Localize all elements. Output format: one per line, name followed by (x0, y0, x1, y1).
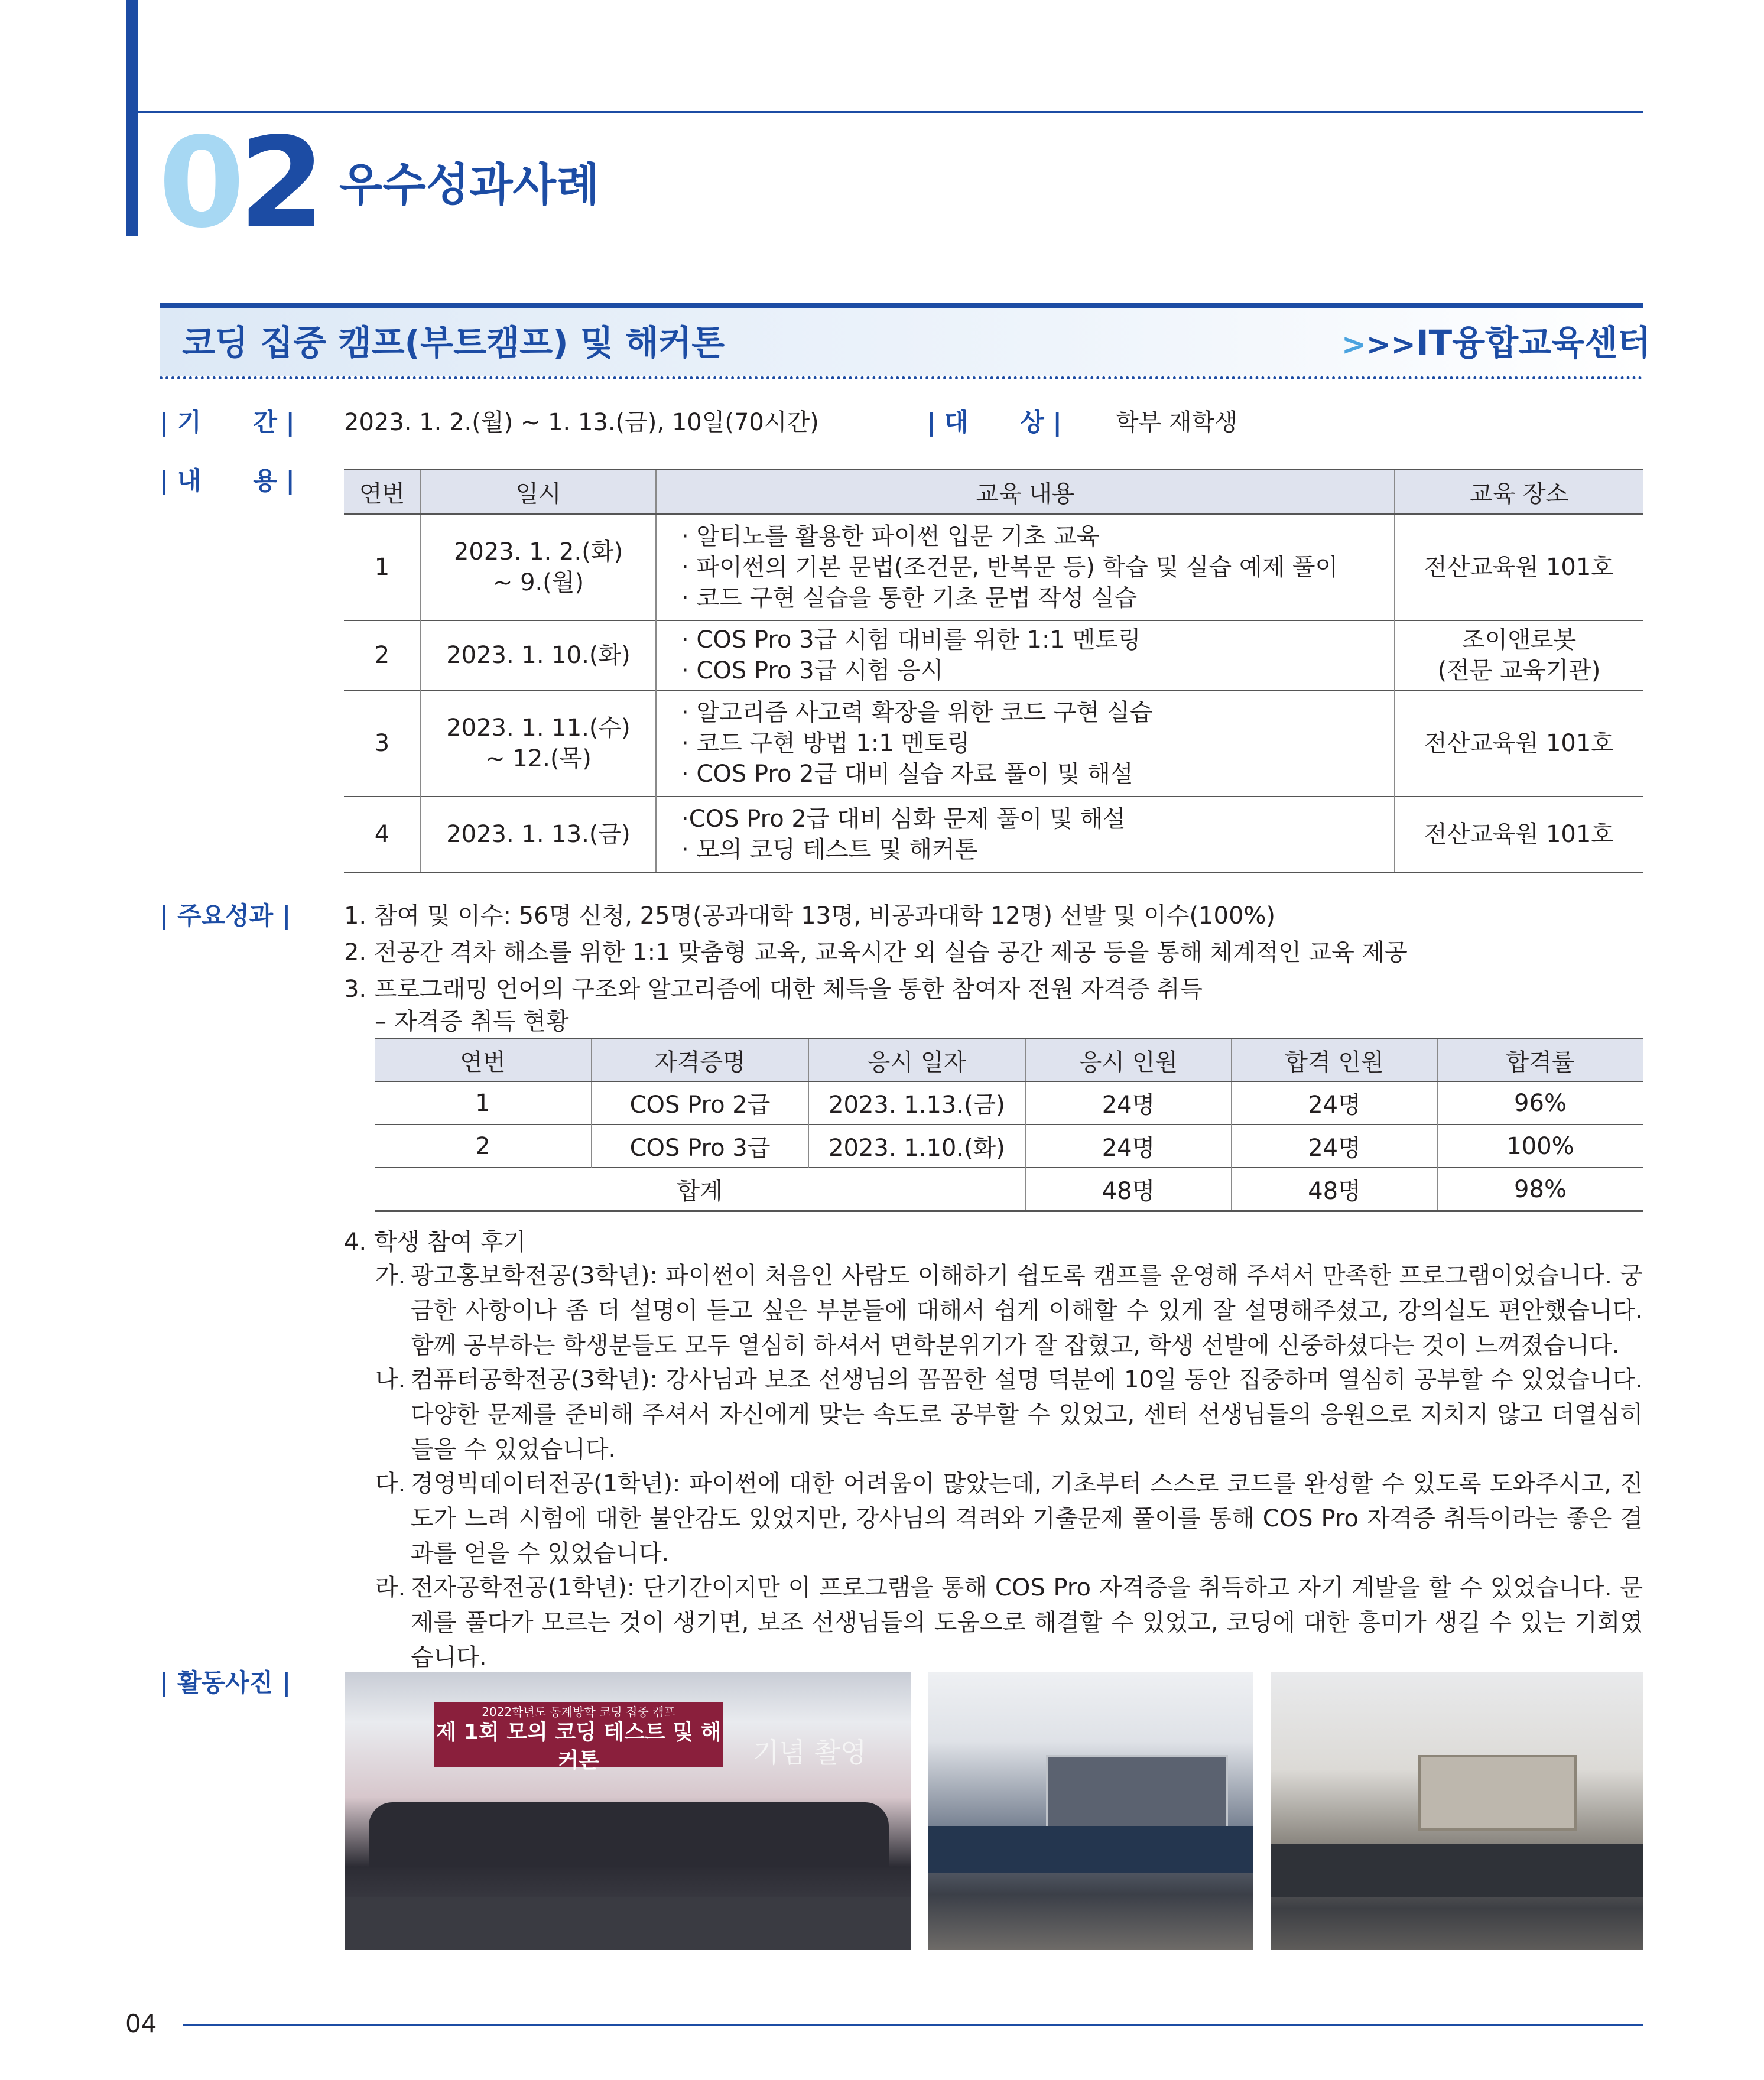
row-no: 3 (344, 690, 421, 797)
lab-photo (1271, 1672, 1643, 1950)
cert-cell: 2 (375, 1124, 592, 1168)
cert-cell: 100% (1437, 1124, 1643, 1168)
cert-cell: COS Pro 2급 (592, 1081, 808, 1124)
table-row (375, 1124, 1643, 1168)
row-date: 2023. 1. 2.(화) ~ 9.(월) (421, 514, 656, 620)
table-row (344, 690, 1643, 797)
table-row (375, 1081, 1643, 1124)
row-no: 4 (344, 797, 421, 872)
results-item-2: 2. 전공간 격차 해소를 위한 1:1 맞춤형 교육, 교육시간 외 실습 공간 제공 등을 통해 체계적인 교육 제공 (344, 939, 1408, 966)
cert-total-rate: 98% (1437, 1168, 1643, 1211)
program-band-dotted-rule (160, 376, 1643, 379)
table-row (344, 514, 1643, 620)
table-row (344, 797, 1643, 872)
row-date: 2023. 1. 11.(수) ~ 12.(목) (421, 690, 656, 797)
certification-table (375, 1038, 1643, 1212)
row-content: · 알티노를 활용한 파이썬 입문 기초 교육 · 파이썬의 기본 문법(조건문, 반복문 등) 학습 및 실습 예제 풀이 · 코드 구현 실습을 통한 기초 문법 작성 실습 (656, 514, 1395, 620)
footer-rule (183, 2024, 1643, 2026)
program-band-topline (160, 303, 1643, 308)
cert-cell: 24명 (1025, 1081, 1232, 1124)
program-organizer: IT융합교육센터 (1416, 323, 1651, 363)
row-content: · COS Pro 3급 시험 대비를 위한 1:1 멘토링 · COS Pro 3급 시험 응시 (656, 620, 1395, 690)
desk-row (1271, 1844, 1643, 1897)
cert-header-name: 자격증명 (592, 1039, 808, 1082)
cert-subtitle: – 자격증 취득 현황 (375, 1008, 569, 1035)
photos-label: | 활동사진 | (160, 1668, 291, 1697)
cert-cell: 24명 (1232, 1124, 1437, 1168)
schedule-table (344, 469, 1643, 873)
header-no: 연번 (344, 470, 421, 515)
review-item: 나. 컴퓨터공학전공(3학년): 강사님과 보조 선생님의 꼼꼼한 설명 덕분에 10일 동안 집중하며 열심히 공부할 수 있었습니다. 다양한 문제를 준비해 주셔서 자신에게 맞는 속도로 공부할 수 있었고, 센터 선생님들의 응원으로 지치지 않고 더열심히 들을 수 있었습니다. (375, 1366, 1643, 1463)
header-rule (138, 111, 1643, 113)
cert-header-row (375, 1039, 1643, 1082)
period-value: 2023. 1. 2.(월) ~ 1. 13.(금), 10일(70시간) (344, 409, 819, 436)
photo-caption: 기념 촬영 (753, 1737, 867, 1769)
back-wall-shelf (1418, 1755, 1577, 1831)
row-no: 1 (344, 514, 421, 620)
results-item-1: 1. 참여 및 이수: 56명 신청, 25명(공과대학 13명, 비공과대학 12명) 선발 및 이수(100%) (344, 902, 1276, 930)
cert-header-no: 연번 (375, 1039, 592, 1082)
results-item-3: 3. 프로그래밍 언어의 구조와 알고리즘에 대한 체득을 통한 참여자 전원 자격증 취득 (344, 976, 1203, 1003)
classroom-photo (928, 1672, 1253, 1950)
cert-header-rate: 합격률 (1437, 1039, 1643, 1082)
row-place: 전산교육원 101호 (1395, 690, 1643, 797)
target-label: | 대 상 | (927, 408, 1062, 437)
cert-cell: 2023. 1.13.(금) (808, 1081, 1025, 1124)
cert-total-label: 합계 (375, 1168, 1025, 1211)
monitor-row (928, 1826, 1253, 1873)
event-banner: 2022학년도 동계방학 코딩 집중 캠프 제 1회 모의 코딩 테스트 및 해커톤 (434, 1702, 723, 1767)
cert-header-passed: 합격 인원 (1232, 1039, 1437, 1082)
cert-header-applied: 응시 인원 (1025, 1039, 1232, 1082)
row-place: 조이앤로봇 (전문 교육기관) (1395, 620, 1643, 690)
row-no: 2 (344, 620, 421, 690)
cert-total-applied: 48명 (1025, 1168, 1232, 1211)
review-item: 라. 전자공학전공(1학년): 단기간이지만 이 프로그램을 통해 COS Pro 자격증을 취득하고 자기 계발을 할 수 있었습니다. 문제를 풀다가 모르는 것이 생기면, 보조 선생님들의 도움으로 해결할 수 있었고, 코딩에 대한 흥미가 생길 수 있는 기회였습니다. (375, 1574, 1643, 1671)
header-content: 교육 내용 (656, 470, 1395, 515)
header-place: 교육 장소 (1395, 470, 1643, 515)
target-value: 학부 재학생 (1116, 409, 1237, 436)
period-label: | 기 간 | (160, 408, 295, 437)
review-item: 가. 광고홍보학전공(3학년): 파이썬이 처음인 사람도 이해하기 쉽도록 캠프를 운영해 주셔서 만족한 프로그램이었습니다. 궁금한 사항이나 좀 더 설명이 듣고 싶은 부분들에 대해서 쉽게 이해할 수 있게 잘 설명해주셨고, 강의실도 편안했습니다. 함께 공부하는 학생분들도 모두 열심히 하셔서 면학분위기가 잘 잡혔고, 학생 선발에 신중하셨다는 것이 느껴졌습니다. (375, 1262, 1643, 1359)
row-content: ·COS Pro 2급 대비 심화 문제 풀이 및 해설 · 모의 코딩 테스트 및 해커톤 (656, 797, 1395, 872)
review-title: 4. 학생 참여 후기 (344, 1228, 527, 1256)
cert-header-date: 응시 일자 (808, 1039, 1025, 1082)
row-place: 전산교육원 101호 (1395, 514, 1643, 620)
content-label: | 내 용 | (160, 466, 295, 495)
cert-cell: 96% (1437, 1081, 1643, 1124)
review-item: 다. 경영빅데이터전공(1학년): 파이썬에 대한 어려움이 많았는데, 기초부터 스스로 코드를 완성할 수 있도록 도와주시고, 진도가 느려 시험에 대한 불안감도 있었지만, 강사님의 격려와 기출문제 풀이를 통해 COS Pro 자격증 취득이라는 좋은 결과를 얻을 수 있었습니다. (375, 1470, 1643, 1567)
cert-cell: 24명 (1025, 1124, 1232, 1168)
program-title: 코딩 집중 캠프(부트캠프) 및 해커톤 (182, 323, 725, 363)
page-number: 04 (125, 2009, 157, 2038)
projector-screen (1046, 1755, 1228, 1831)
table-row (344, 620, 1643, 690)
group-silhouette (369, 1802, 889, 1867)
header-date: 일시 (421, 470, 656, 515)
cert-cell: COS Pro 3급 (592, 1124, 808, 1168)
row-content: · 알고리즘 사고력 확장을 위한 코드 구현 실습 · 코드 구현 방법 1:1 멘토링 · COS Pro 2급 대비 실습 자료 풀이 및 해설 (656, 690, 1395, 797)
row-date: 2023. 1. 10.(화) (421, 620, 656, 690)
results-label: | 주요성과 | (160, 901, 291, 930)
cert-cell: 2023. 1.10.(화) (808, 1124, 1025, 1168)
cert-total-row (375, 1168, 1643, 1211)
row-date: 2023. 1. 13.(금) (421, 797, 656, 872)
activity-photo-group (345, 1672, 911, 1950)
cert-total-passed: 48명 (1232, 1168, 1437, 1211)
cert-cell: 1 (375, 1081, 592, 1124)
section-title: 우수성과사례 (339, 158, 600, 211)
desk-row (345, 1897, 911, 1950)
chevrons-icon: >>> (1341, 327, 1416, 362)
row-place: 전산교육원 101호 (1395, 797, 1643, 872)
cert-cell: 24명 (1232, 1081, 1437, 1124)
section-accent-bar (126, 0, 138, 236)
section-number: 02 (158, 110, 320, 255)
schedule-header-row (344, 470, 1643, 515)
